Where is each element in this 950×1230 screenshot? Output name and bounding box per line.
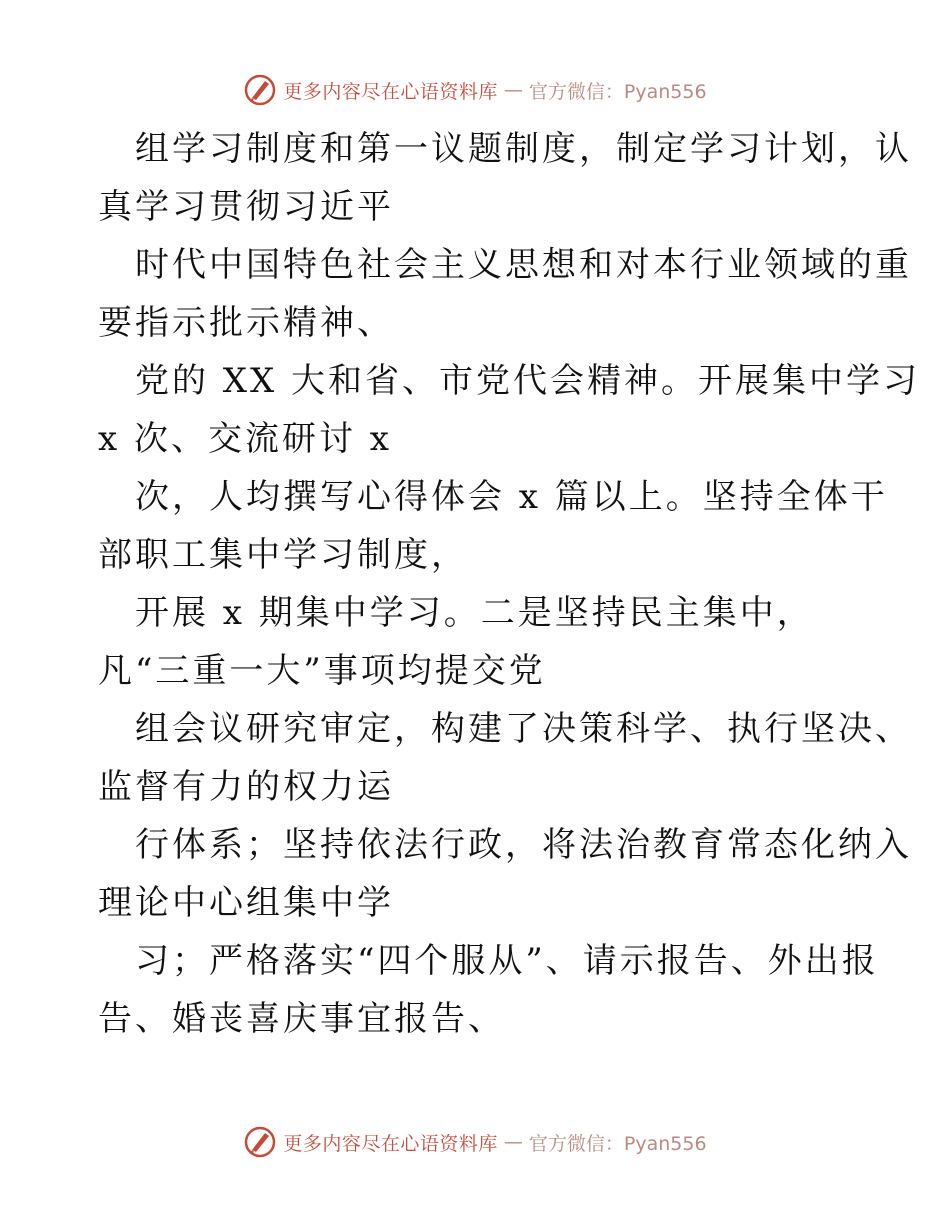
body-line: 组学习制度和第一议题制度，制定学习计划，认 xyxy=(135,129,912,169)
body-line: 次，人均撰写心得体会 x 篇以上。坚持全体干 xyxy=(135,477,888,517)
watermark-wechat-text: 官方微信：Pyan556 xyxy=(528,1132,707,1155)
quill-pen-logo-icon xyxy=(243,1125,277,1159)
body-line: 真学习贯彻习近平 xyxy=(98,187,394,227)
watermark-site-text: 更多内容尽在心语资料库 xyxy=(283,80,498,103)
body-line: 党的 XX 大和省、市党代会精神。开展集中学习 xyxy=(135,361,921,401)
quill-pen-logo-icon xyxy=(243,73,277,107)
body-line: 部职工集中学习制度， xyxy=(98,535,468,575)
body-line: 监督有力的权力运 xyxy=(98,767,394,807)
body-line: 习；严格落实“四个服从”、请示报告、外出报 xyxy=(135,941,879,981)
body-line: 凡“三重一大”事项均提交党 xyxy=(98,651,546,691)
body-line: 要指示批示精神、 xyxy=(98,303,394,343)
watermark-wechat-text: 官方微信：Pyan556 xyxy=(528,80,707,103)
watermark-dash: — xyxy=(503,1131,523,1153)
header-watermark xyxy=(0,70,950,110)
document-body xyxy=(98,120,921,1048)
body-line: 告、婚丧喜庆事宜报告、 xyxy=(98,999,505,1039)
body-line: 理论中心组集中学 xyxy=(98,883,394,923)
watermark-site-text: 更多内容尽在心语资料库 xyxy=(283,1132,498,1155)
body-line: 行体系；坚持依法行政，将法治教育常态化纳入 xyxy=(135,825,912,865)
body-line: x 次、交流研讨 x xyxy=(98,419,392,459)
watermark-dash: — xyxy=(503,79,523,101)
body-line: 时代中国特色社会主义思想和对本行业领域的重 xyxy=(135,245,912,285)
body-line: 组会议研究审定，构建了决策科学、执行坚决、 xyxy=(135,709,912,749)
body-line: 开展 x 期集中学习。二是坚持民主集中， xyxy=(135,593,814,633)
footer-watermark xyxy=(0,1122,950,1162)
